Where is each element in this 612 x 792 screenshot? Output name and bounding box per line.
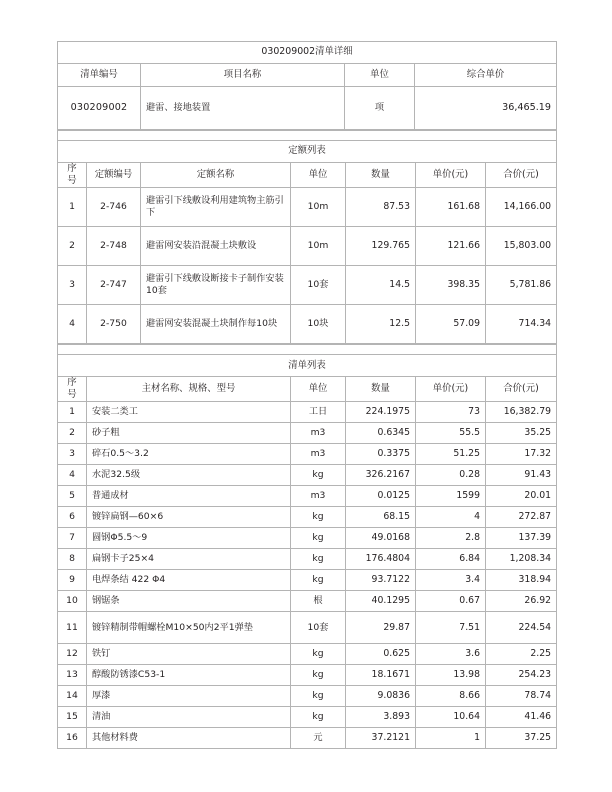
material-unit: 10套 <box>291 612 346 644</box>
quota-unit: 10m <box>291 227 346 266</box>
quota-banner-row <box>58 141 557 163</box>
table-row <box>58 465 557 486</box>
quota-code: 2-746 <box>87 188 141 227</box>
material-total: 78.74 <box>486 686 557 707</box>
quota-table <box>57 130 557 344</box>
quota-price: 398.35 <box>416 266 486 305</box>
table-row <box>58 612 557 644</box>
material-unit: 根 <box>291 591 346 612</box>
material-price: 8.66 <box>416 686 486 707</box>
material-qty: 18.1671 <box>346 665 416 686</box>
material-unit: m3 <box>291 486 346 507</box>
material-price: 2.8 <box>416 528 486 549</box>
material-unit: kg <box>291 465 346 486</box>
material-section-title: 清单列表 <box>58 355 557 377</box>
material-total: 37.25 <box>486 728 557 749</box>
material-total: 16,382.79 <box>486 402 557 423</box>
material-unit: kg <box>291 507 346 528</box>
summary-name: 避雷、接地装置 <box>141 87 345 130</box>
quota-name: 避雷引下线敷设利用建筑物主筋引下 <box>141 188 291 227</box>
quota-name: 避雷引下线敷设断接卡子制作安装10套 <box>141 266 291 305</box>
material-total: 2.25 <box>486 644 557 665</box>
material-no: 2 <box>58 423 87 444</box>
material-unit: m3 <box>291 444 346 465</box>
quota-header-price: 单价(元) <box>416 163 486 188</box>
material-price: 73 <box>416 402 486 423</box>
material-header-row <box>58 377 557 402</box>
quota-price: 57.09 <box>416 305 486 344</box>
material-no: 4 <box>58 465 87 486</box>
material-total: 26.92 <box>486 591 557 612</box>
table-row <box>58 665 557 686</box>
quota-qty: 12.5 <box>346 305 416 344</box>
quota-header-row <box>58 163 557 188</box>
material-qty: 37.2121 <box>346 728 416 749</box>
material-price: 7.51 <box>416 612 486 644</box>
table-row <box>58 266 557 305</box>
quota-code: 2-750 <box>87 305 141 344</box>
material-name: 水泥32.5级 <box>87 465 291 486</box>
material-unit: kg <box>291 644 346 665</box>
material-name: 砂子粗 <box>87 423 291 444</box>
material-total: 35.25 <box>486 423 557 444</box>
quota-total: 714.34 <box>486 305 557 344</box>
material-qty: 3.893 <box>346 707 416 728</box>
table-row <box>58 444 557 465</box>
material-price: 0.28 <box>416 465 486 486</box>
material-no: 16 <box>58 728 87 749</box>
material-header-price: 单价(元) <box>416 377 486 402</box>
material-total: 1,208.34 <box>486 549 557 570</box>
material-header-qty: 数量 <box>346 377 416 402</box>
quota-qty: 129.765 <box>346 227 416 266</box>
material-price: 1599 <box>416 486 486 507</box>
material-price: 10.64 <box>416 707 486 728</box>
quota-unit: 10m <box>291 188 346 227</box>
material-unit: 工日 <box>291 402 346 423</box>
material-name: 普通成材 <box>87 486 291 507</box>
material-total: 91.43 <box>486 465 557 486</box>
material-banner-row <box>58 355 557 377</box>
material-name: 清油 <box>87 707 291 728</box>
material-name: 镀锌扁钢—60×6 <box>87 507 291 528</box>
material-price: 3.6 <box>416 644 486 665</box>
material-no: 5 <box>58 486 87 507</box>
material-qty: 0.0125 <box>346 486 416 507</box>
material-name: 碎石0.5～3.2 <box>87 444 291 465</box>
summary-table <box>57 41 557 130</box>
table-row <box>58 728 557 749</box>
table-row <box>58 528 557 549</box>
material-price: 6.84 <box>416 549 486 570</box>
quota-header-qty: 数量 <box>346 163 416 188</box>
quota-price: 121.66 <box>416 227 486 266</box>
material-no: 13 <box>58 665 87 686</box>
material-name: 圆钢Φ5.5～9 <box>87 528 291 549</box>
material-no: 9 <box>58 570 87 591</box>
material-unit: kg <box>291 549 346 570</box>
quota-qty: 87.53 <box>346 188 416 227</box>
material-total: 41.46 <box>486 707 557 728</box>
table-row <box>58 591 557 612</box>
material-no: 14 <box>58 686 87 707</box>
material-no: 3 <box>58 444 87 465</box>
summary-header-name: 项目名称 <box>141 64 345 87</box>
quota-name: 避雷网安装混凝土块制作每10块 <box>141 305 291 344</box>
table-row <box>58 486 557 507</box>
material-total: 20.01 <box>486 486 557 507</box>
document-title-row <box>58 42 557 64</box>
material-price: 55.5 <box>416 423 486 444</box>
page-title: 030209002清单详细 <box>58 42 557 64</box>
table-row <box>58 227 557 266</box>
table-row <box>58 423 557 444</box>
material-total: 17.32 <box>486 444 557 465</box>
quota-unit: 10套 <box>291 266 346 305</box>
material-name: 铁钉 <box>87 644 291 665</box>
material-qty: 0.3375 <box>346 444 416 465</box>
material-total: 224.54 <box>486 612 557 644</box>
table-row <box>58 549 557 570</box>
material-no: 15 <box>58 707 87 728</box>
material-unit: m3 <box>291 423 346 444</box>
material-no: 10 <box>58 591 87 612</box>
summary-unit-price: 36,465.19 <box>415 87 557 130</box>
material-price: 13.98 <box>416 665 486 686</box>
quota-header-no: 序号 <box>58 163 87 188</box>
quota-name: 避雷网安装沿混凝土块敷设 <box>141 227 291 266</box>
material-no: 11 <box>58 612 87 644</box>
material-total: 137.39 <box>486 528 557 549</box>
material-no: 8 <box>58 549 87 570</box>
material-qty: 49.0168 <box>346 528 416 549</box>
summary-unit: 项 <box>345 87 415 130</box>
quota-no: 2 <box>58 227 87 266</box>
quota-no: 1 <box>58 188 87 227</box>
summary-row <box>58 87 557 130</box>
summary-header-unit: 单位 <box>345 64 415 87</box>
material-qty: 176.4804 <box>346 549 416 570</box>
quota-qty: 14.5 <box>346 266 416 305</box>
material-name: 扁钢卡子25×4 <box>87 549 291 570</box>
summary-header-row <box>58 64 557 87</box>
material-name: 镀锌精制带帽螺栓M10×50内2平1弹垫 <box>87 612 291 644</box>
material-qty: 224.1975 <box>346 402 416 423</box>
summary-code: 030209002 <box>58 87 141 130</box>
quota-header-name: 定额名称 <box>141 163 291 188</box>
material-unit: kg <box>291 665 346 686</box>
summary-header-unit-price: 综合单价 <box>415 64 557 87</box>
quota-no: 3 <box>58 266 87 305</box>
material-qty: 93.7122 <box>346 570 416 591</box>
material-no: 12 <box>58 644 87 665</box>
quota-header-code: 定额编号 <box>87 163 141 188</box>
material-name: 钢锯条 <box>87 591 291 612</box>
material-name: 厚漆 <box>87 686 291 707</box>
material-qty: 29.87 <box>346 612 416 644</box>
material-price: 0.67 <box>416 591 486 612</box>
quota-total: 14,166.00 <box>486 188 557 227</box>
material-no: 1 <box>58 402 87 423</box>
material-header-no: 序号 <box>58 377 87 402</box>
material-qty: 40.1295 <box>346 591 416 612</box>
quota-total: 5,781.86 <box>486 266 557 305</box>
material-unit: kg <box>291 570 346 591</box>
quota-header-unit: 单位 <box>291 163 346 188</box>
material-qty: 326.2167 <box>346 465 416 486</box>
material-unit: kg <box>291 686 346 707</box>
table-row <box>58 507 557 528</box>
material-name: 安装二类工 <box>87 402 291 423</box>
material-name: 其他材料费 <box>87 728 291 749</box>
material-table <box>57 344 557 749</box>
material-total: 254.23 <box>486 665 557 686</box>
material-price: 4 <box>416 507 486 528</box>
material-price: 1 <box>416 728 486 749</box>
table-row <box>58 686 557 707</box>
quota-header-total: 合价(元) <box>486 163 557 188</box>
material-qty: 0.6345 <box>346 423 416 444</box>
table-row <box>58 570 557 591</box>
material-no: 7 <box>58 528 87 549</box>
material-spacer-row <box>58 345 557 355</box>
table-row <box>58 305 557 344</box>
material-qty: 68.15 <box>346 507 416 528</box>
material-total: 272.87 <box>486 507 557 528</box>
material-header-name: 主材名称、规格、型号 <box>87 377 291 402</box>
quota-code: 2-748 <box>87 227 141 266</box>
quota-price: 161.68 <box>416 188 486 227</box>
material-no: 6 <box>58 507 87 528</box>
quota-no: 4 <box>58 305 87 344</box>
table-row <box>58 188 557 227</box>
material-unit: kg <box>291 707 346 728</box>
quota-unit: 10块 <box>291 305 346 344</box>
document-sheet <box>57 41 556 749</box>
material-price: 3.4 <box>416 570 486 591</box>
material-name: 电焊条结 422 Φ4 <box>87 570 291 591</box>
material-unit: 元 <box>291 728 346 749</box>
quota-section-title: 定额列表 <box>58 141 557 163</box>
table-row <box>58 644 557 665</box>
material-header-total: 合价(元) <box>486 377 557 402</box>
material-header-unit: 单位 <box>291 377 346 402</box>
quota-code: 2-747 <box>87 266 141 305</box>
material-qty: 9.0836 <box>346 686 416 707</box>
table-row <box>58 402 557 423</box>
material-qty: 0.625 <box>346 644 416 665</box>
quota-spacer-row <box>58 131 557 141</box>
material-unit: kg <box>291 528 346 549</box>
quota-total: 15,803.00 <box>486 227 557 266</box>
summary-header-code: 清单编号 <box>58 64 141 87</box>
material-total: 318.94 <box>486 570 557 591</box>
table-row <box>58 707 557 728</box>
material-price: 51.25 <box>416 444 486 465</box>
material-name: 醇酸防锈漆C53-1 <box>87 665 291 686</box>
